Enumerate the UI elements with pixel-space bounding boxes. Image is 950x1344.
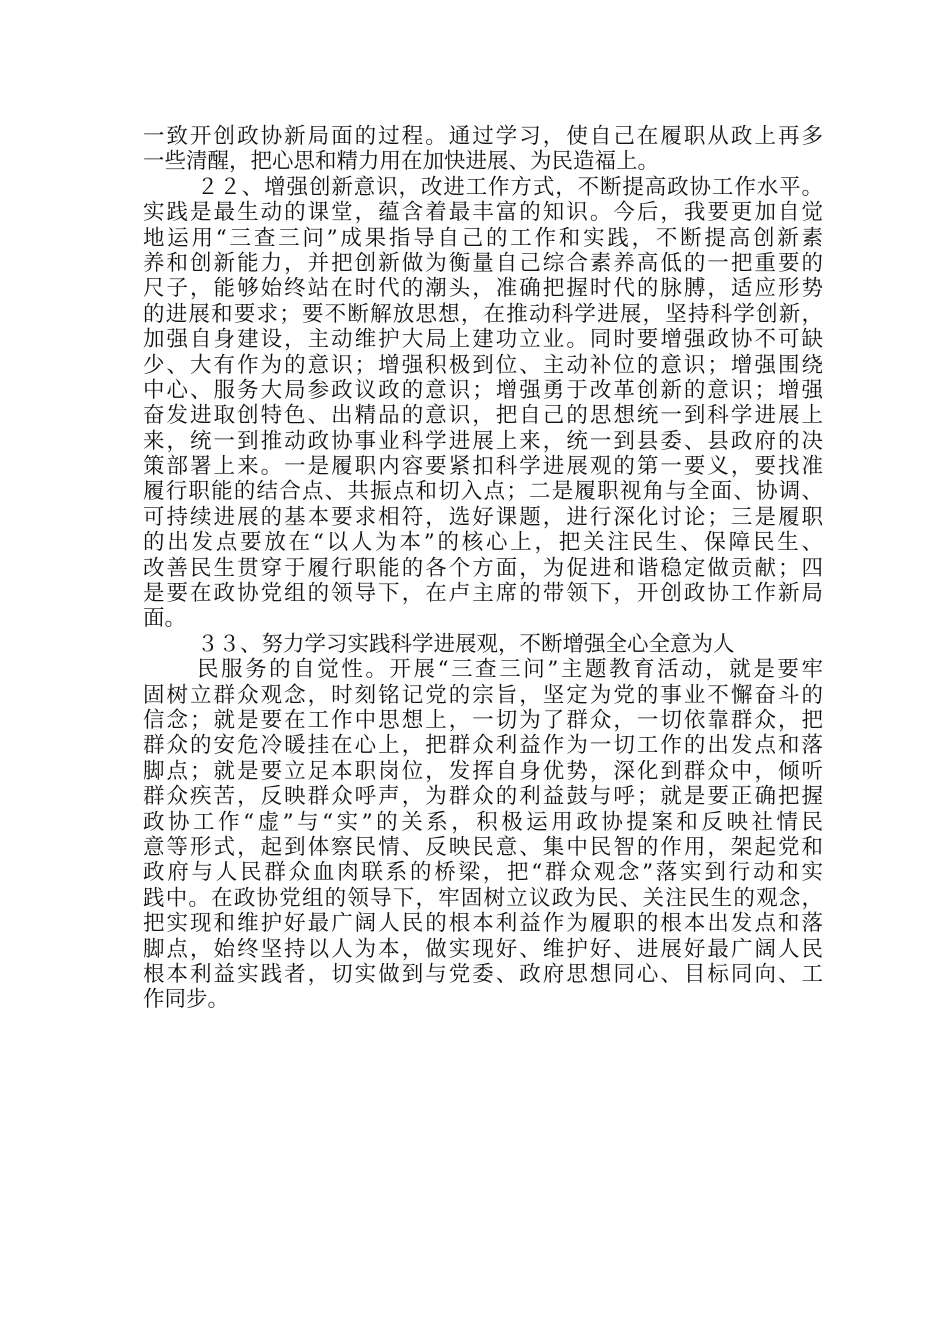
text-line: 尺子，能够始终站在时代的潮头，准确把握时代的脉膊，适应形势 xyxy=(143,276,823,302)
text-line: 一致开创政协新局面的过程。通过学习，使自己在履职从政上再多 xyxy=(143,124,823,149)
text-line: 是要在政协党组的领导下，在卢主席的带领下，开创政协工作新局 xyxy=(143,581,823,607)
text-line: 策部署上来。一是履职内容要紧扣科学进展观的第一要义，要找准 xyxy=(143,454,823,480)
text-line: 把实现和维护好最广阔人民的根本利益作为履职的根本出发点和落 xyxy=(143,911,823,937)
text-line: 履行职能的结合点、共振点和切入点；二是履职视角与全面、协调、 xyxy=(143,479,823,505)
text-line-section-heading: ３３、努力学习实践科学进展观，不断增强全心全意为人 xyxy=(197,631,735,657)
text-line: 政府与人民群众血肉联系的桥梁，把“群众观念”落实到行动和实 xyxy=(143,860,823,886)
text-line: 民服务的自觉性。开展“三查三问”主题教育活动，就是要牢 xyxy=(197,657,823,683)
document-body xyxy=(143,124,823,1013)
text-line: 的出发点要放在“以人为本”的核心上，把关注民生、保障民生、 xyxy=(143,530,823,556)
text-line: 脚点；就是要立足本职岗位，发挥自身优势，深化到群众中，倾听 xyxy=(143,758,823,784)
text-line: 脚点，始终坚持以人为本，做实现好、维护好、进展好最广阔人民 xyxy=(143,936,823,962)
text-line: 地运用“三查三问”成果指导自己的工作和实践，不断提高创新素 xyxy=(143,225,823,251)
text-line: 践中。在政协党组的领导下，牢固树立议政为民、关注民生的观念， xyxy=(143,885,823,911)
text-line: 意等形式，起到体察民情、反映民意、集中民智的作用，架起党和 xyxy=(143,834,823,860)
text-line: 群众的安危冷暖挂在心上，把群众利益作为一切工作的出发点和落 xyxy=(143,733,823,759)
text-line: 面。 xyxy=(143,606,187,632)
text-line: 一些清醒，把心思和精力用在加快进展、为民造福上。 xyxy=(143,149,660,175)
text-line: 加强自身建设，主动维护大局上建功立业。同时要增强政协不可缺 xyxy=(143,327,823,353)
text-line: 养和创新能力，并把创新做为衡量自己综合素养高低的一把重要的 xyxy=(143,250,823,276)
text-line: 可持续进展的基本要求相符，选好课题，进行深化讨论；三是履职 xyxy=(143,504,823,530)
text-line: 固树立群众观念，时刻铭记党的宗旨，坚定为党的事业不懈奋斗的 xyxy=(143,682,823,708)
text-line: 信念；就是要在工作中思想上，一切为了群众，一切依靠群众，把 xyxy=(143,707,823,733)
text-line: 实践是最生动的课堂，蕴含着最丰富的知识。今后，我要更加自觉 xyxy=(143,200,823,226)
text-line: 根本利益实践者，切实做到与党委、政府思想同心、目标同向、工 xyxy=(143,961,823,987)
text-line: 奋发进取创特色、出精品的意识，把自己的思想统一到科学进展上 xyxy=(143,403,823,429)
text-line: 作同步。 xyxy=(143,987,230,1013)
text-line: 改善民生贯穿于履行职能的各个方面，为促进和谐稳定做贡献；四 xyxy=(143,555,823,581)
text-line: 群众疾苦，反映群众呼声，为群众的利益鼓与呼；就是要正确把握 xyxy=(143,784,823,810)
text-line: 来，统一到推动政协事业科学进展上来，统一到县委、县政府的决 xyxy=(143,428,823,454)
text-line: 政协工作“虚”与“实”的关系，积极运用政协提案和反映社情民 xyxy=(143,809,823,835)
text-line: 少、大有作为的意识；增强积极到位、主动补位的意识；增强围绕 xyxy=(143,352,823,378)
text-line: 中心、服务大局参政议政的意识；增强勇于改革创新的意识；增强 xyxy=(143,377,823,403)
text-line-section-heading: ２２、增强创新意识，改进工作方式，不断提高政协工作水平。 xyxy=(197,174,823,200)
text-line: 的进展和要求；要不断解放思想，在推动科学进展，坚持科学创新， xyxy=(143,301,823,327)
